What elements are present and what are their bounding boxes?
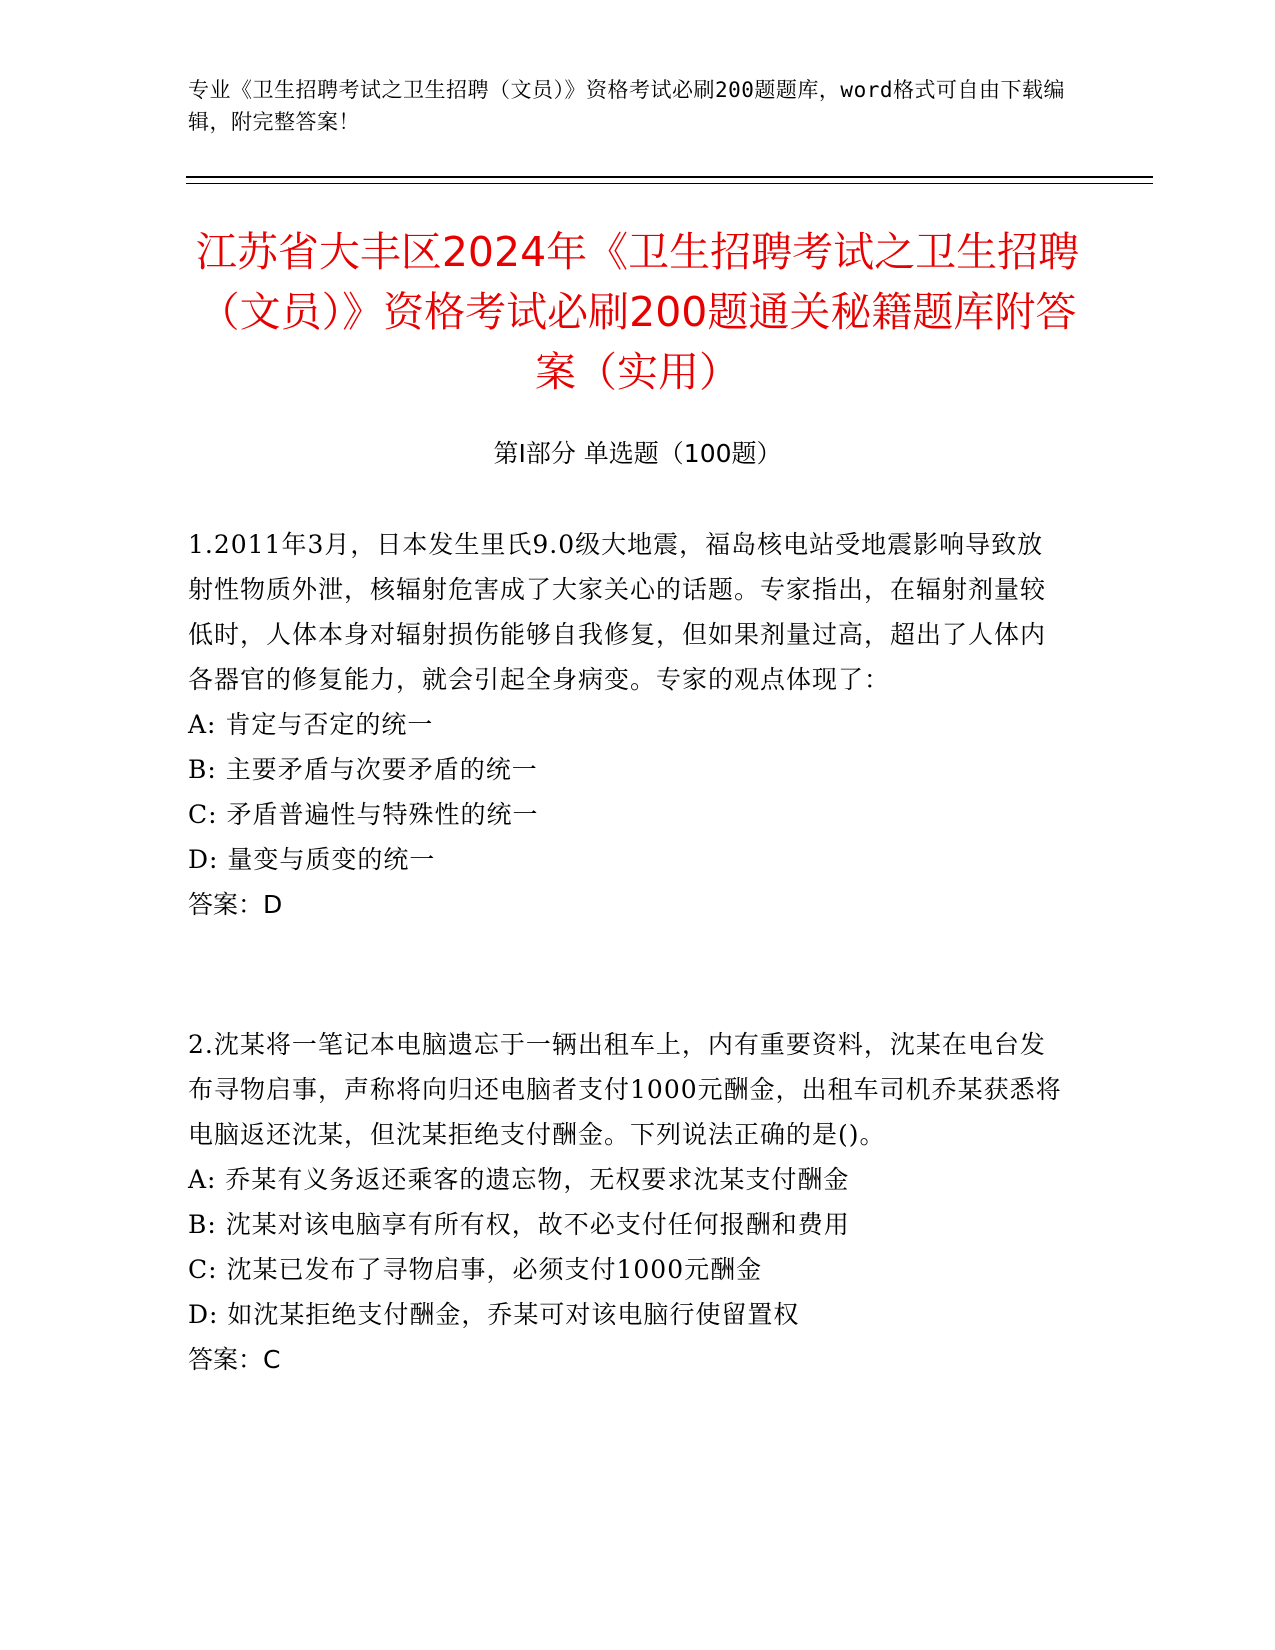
header-note: 专业《卫生招聘考试之卫生招聘（文员）》资格考试必刷200题题库，word格式可自由下载编辑，附完整答案！ — [188, 78, 1065, 134]
header-divider-thin — [186, 183, 1153, 184]
answer: 答案：C — [188, 1345, 281, 1374]
question-1 — [188, 522, 1068, 927]
question-stem: 1.2011年3月，日本发生里氏9.0级大地震，福岛核电站受地震影响导致放射性物质外泄，核辐射危害成了大家关心的话题。专家指出，在辐射剂量较低时，人体本身对辐射损伤能够自我修复，但如果剂量过高，超出了人体内各器官的修复能力，就会引起全身病变。专家的观点体现了： — [188, 530, 1047, 694]
section-heading: 第Ⅰ部分 单选题（100题） — [493, 439, 782, 468]
option-a: A: 肯定与否定的统一 — [188, 710, 434, 739]
option-c: C: 矛盾普遍性与特殊性的统一 — [188, 800, 539, 829]
option-b: B: 主要矛盾与次要矛盾的统一 — [188, 755, 538, 784]
option-d: D: 量变与质变的统一 — [188, 845, 436, 874]
option-a: A: 乔某有义务返还乘客的遗忘物，无权要求沈某支付酬金 — [188, 1165, 850, 1194]
document-title: 江苏省大丰区2024年《卫生招聘考试之卫生招聘（文员）》资格考试必刷200题通关秘籍题库附答案（实用） — [195, 228, 1080, 396]
question-stem: 2.沈某将一笔记本电脑遗忘于一辆出租车上，内有重要资料，沈某在电台发布寻物启事，声称将向归还电脑者支付1000元酬金，出租车司机乔某获悉将电脑返还沈某，但沈某拒绝支付酬金。下列说法正确的是()。 — [188, 1030, 1062, 1149]
question-2 — [188, 1022, 1068, 1382]
answer: 答案：D — [188, 890, 283, 919]
option-d: D: 如沈某拒绝支付酬金，乔某可对该电脑行使留置权 — [188, 1300, 800, 1329]
option-b: B: 沈某对该电脑享有所有权，故不必支付任何报酬和费用 — [188, 1210, 850, 1239]
option-c: C: 沈某已发布了寻物启事，必须支付1000元酬金 — [188, 1255, 763, 1284]
header-divider-thick — [186, 176, 1153, 178]
